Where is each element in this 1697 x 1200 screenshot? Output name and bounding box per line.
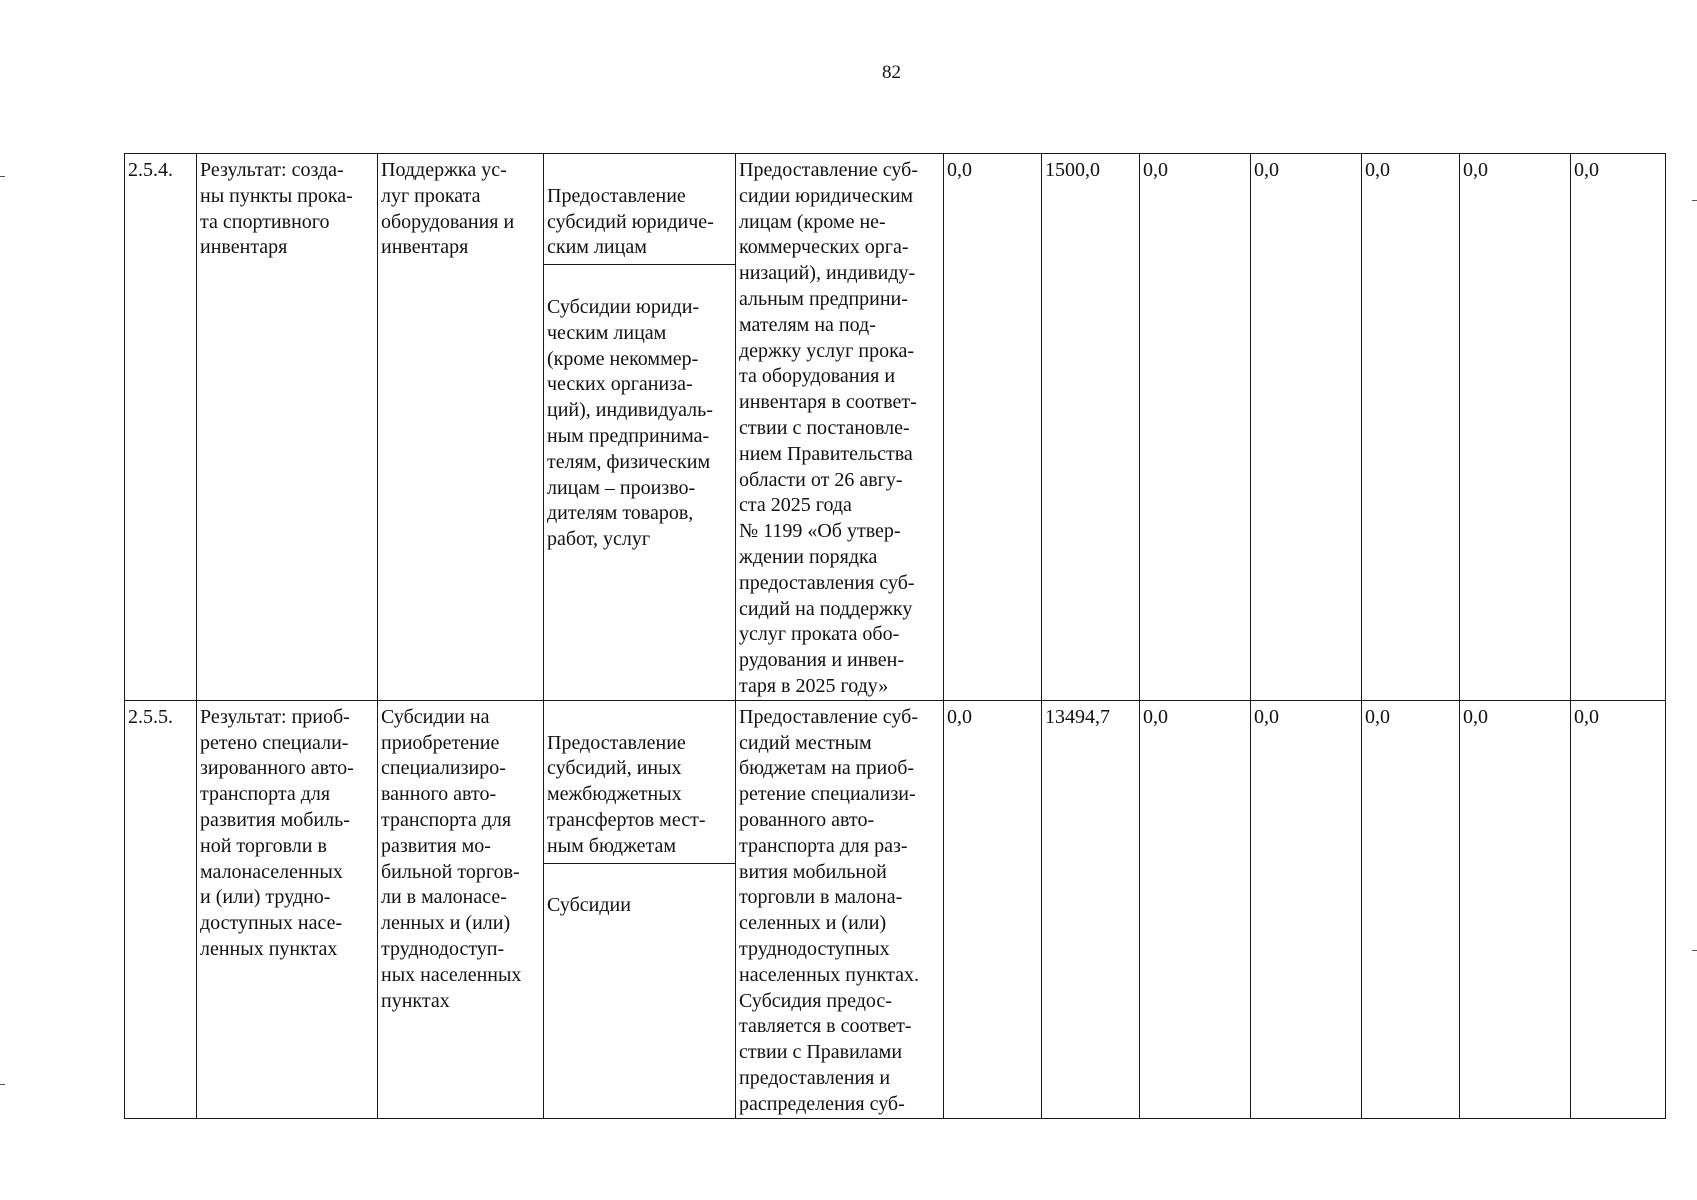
value-cell: 0,0	[1460, 154, 1571, 701]
description-cell: Предоставление суб- сидий местным бюджетам на приоб- ретение специализи- рованного авто- транспорта для раз- вития мобильной торговли в малона- селенных и (или) труднодоступных населенных пунктах. Субсидия предос- тавляется в соответ- ствии с Правилами предоставления и распределения суб-	[736, 700, 944, 1118]
row-number: 2.5.5.	[125, 700, 197, 1118]
value-cell: 0,0	[944, 700, 1042, 1118]
value-cell: 1500,0	[1042, 154, 1140, 701]
measure-type: Предоставление субсидий юридиче- ским лицам	[544, 180, 735, 265]
value-cell: 0,0	[1362, 700, 1460, 1118]
result-cell: Результат: созда- ны пункты прока- та спортивного инвентаря	[197, 154, 378, 701]
scan-edge-mark	[0, 176, 5, 177]
value-cell: 0,0	[1362, 154, 1460, 701]
table-row	[125, 700, 1666, 1118]
program-measures-table	[124, 153, 1666, 1119]
measure-subtype: Субсидии	[547, 894, 631, 917]
measure-type-cell	[544, 700, 736, 1118]
value-cell: 0,0	[1140, 700, 1251, 1118]
value-cell: 0,0	[1251, 700, 1362, 1118]
page-number: 82	[882, 62, 901, 83]
value-cell: 0,0	[944, 154, 1042, 701]
event-cell: Поддержка ус- луг проката оборудования и инвентаря	[378, 154, 544, 701]
event-cell: Субсидии на приобретение специализиро- ванного авто- транспорта для развития мо- бильной торгов- ли в малонасе- ленных и (или) труднодоступ- ных населенных пунктах	[378, 700, 544, 1118]
row-number: 2.5.4.	[125, 154, 197, 701]
scan-edge-mark	[1692, 200, 1697, 201]
description-cell: Предоставление суб- сидии юридическим лицам (кроме не- коммерческих орга- низаций), индивиду- альным предприни- мателям на под- держку услуг прока- та оборудования и инвентаря в соответ- ствии с постановле- нием Правительства области от 26 авгу- ста 2025 года № 1199 «Об утвер- ждении порядка предоставления суб- сидий на поддержку услуг проката обо- рудования и инвен- таря в 2025 году»	[736, 154, 944, 701]
value-cell: 0,0	[1571, 700, 1666, 1118]
value-cell: 0,0	[1251, 154, 1362, 701]
result-cell: Результат: приоб- ретено специали- зированного авто- транспорта для развития мобиль- ной торговли в малонаселенных и (или) трудно- доступных насе- ленных пунктах	[197, 700, 378, 1118]
measure-subtype: Субсидии юриди- ческим лицам (кроме некоммер- ческих организа- ций), индивидуаль- ным предпринима- телям, физическим лицам – произво- дителям товаров, работ, услуг	[547, 295, 713, 551]
value-cell: 0,0	[1460, 700, 1571, 1118]
scan-edge-mark	[0, 1084, 5, 1085]
table-row	[125, 154, 1666, 701]
value-cell: 0,0	[1571, 154, 1666, 701]
scan-edge-mark	[1692, 950, 1697, 951]
value-cell: 13494,7	[1042, 700, 1140, 1118]
measure-type: Предоставление субсидий, иных межбюджетных трансфертов мест- ным бюджетам	[544, 727, 735, 864]
value-cell: 0,0	[1140, 154, 1251, 701]
measure-type-cell	[544, 154, 736, 701]
